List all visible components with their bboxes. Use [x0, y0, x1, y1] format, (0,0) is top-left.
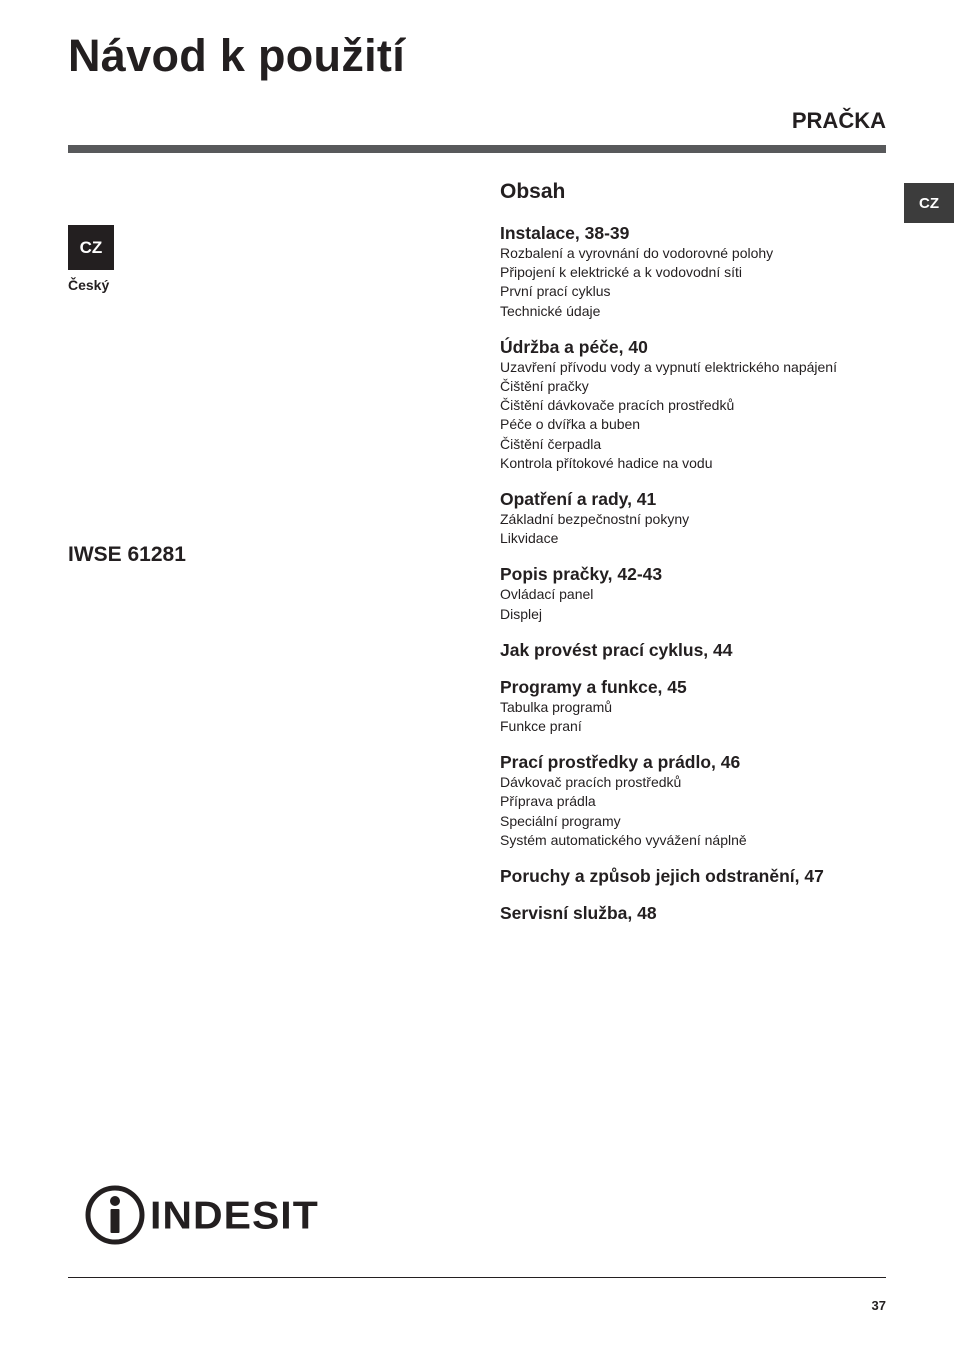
toc-item: Tabulka programů — [500, 698, 613, 715]
toc-item: Ovládací panel — [500, 586, 594, 603]
toc-section-title: Instalace, 38-39 — [500, 223, 630, 243]
toc-section-title: Jak provést prací cyklus, 44 — [500, 639, 733, 660]
toc-section-title: Popis pračky, 42-43 — [500, 564, 663, 585]
toc-item: Systém automatického vyvážení náplně — [500, 831, 747, 848]
toc-section — [500, 865, 890, 887]
language-side-tab: CZ — [904, 183, 954, 223]
bottom-divider — [68, 1277, 886, 1278]
toc-section-title: Údržba a péče, 40 — [500, 336, 648, 357]
language-name: Český — [68, 277, 110, 293]
language-badge: CZ — [68, 225, 114, 270]
toc-item-list — [500, 773, 890, 850]
toc-item: Kontrola přítokové hadice na vodu — [500, 454, 713, 471]
top-divider — [68, 145, 886, 153]
table-of-contents — [500, 178, 890, 939]
toc-section — [500, 676, 890, 736]
toc-item-list — [500, 698, 890, 736]
toc-section — [500, 222, 890, 321]
toc-item: Uzavření přívodu vody a vypnutí elektrického napájení — [500, 358, 837, 375]
toc-section — [500, 336, 890, 473]
document-subtitle: PRAČKA — [791, 108, 886, 133]
toc-section-title: Prací prostředky a prádlo, 46 — [500, 752, 741, 773]
toc-item: Funkce praní — [500, 718, 582, 735]
toc-item: Čištění dávkovače pracích prostředků — [500, 397, 735, 414]
toc-section — [500, 639, 890, 661]
toc-section — [500, 902, 890, 924]
toc-item: Rozbalení a vyrovnání do vodorovné polohy — [500, 245, 774, 261]
toc-item: Základní bezpečnostní pokyny — [500, 511, 690, 528]
toc-item-list — [500, 358, 890, 473]
toc-item: Likvidace — [500, 530, 559, 547]
toc-item: Speciální programy — [500, 812, 621, 829]
toc-sections — [500, 222, 890, 924]
page-title: Návod k použití — [68, 30, 406, 81]
toc-heading: Obsah — [500, 180, 566, 203]
toc-item-list — [500, 585, 890, 623]
toc-section-title: Servisní služba, 48 — [500, 903, 657, 924]
brand-name: INDESIT — [150, 1192, 319, 1237]
toc-item: Čištění pračky — [500, 378, 589, 395]
page-number: 37 — [871, 1298, 886, 1313]
indesit-i-icon — [84, 1184, 146, 1246]
toc-item: Připojení k elektrické a k vodovodní síti — [500, 264, 743, 281]
toc-item: Displej — [500, 605, 543, 622]
brand-logo — [84, 1184, 319, 1246]
toc-section — [500, 563, 890, 623]
toc-section — [500, 751, 890, 850]
toc-item-list — [500, 244, 890, 321]
model-number: IWSE 61281 — [68, 543, 186, 566]
toc-section-title: Programy a funkce, 45 — [500, 676, 687, 697]
toc-item: Péče o dvířka a buben — [500, 416, 641, 433]
toc-item: Dávkovač pracích prostředků — [500, 774, 682, 791]
toc-section — [500, 488, 890, 548]
toc-item-list — [500, 510, 890, 548]
toc-item: Čištění čerpadla — [500, 435, 602, 452]
toc-section-title: Opatření a rady, 41 — [500, 489, 657, 510]
toc-item: Příprava prádla — [500, 793, 596, 810]
toc-item: První prací cyklus — [500, 283, 611, 300]
toc-item: Technické údaje — [500, 302, 601, 319]
toc-section-title: Poruchy a způsob jejich odstranění, 47 — [500, 866, 824, 887]
